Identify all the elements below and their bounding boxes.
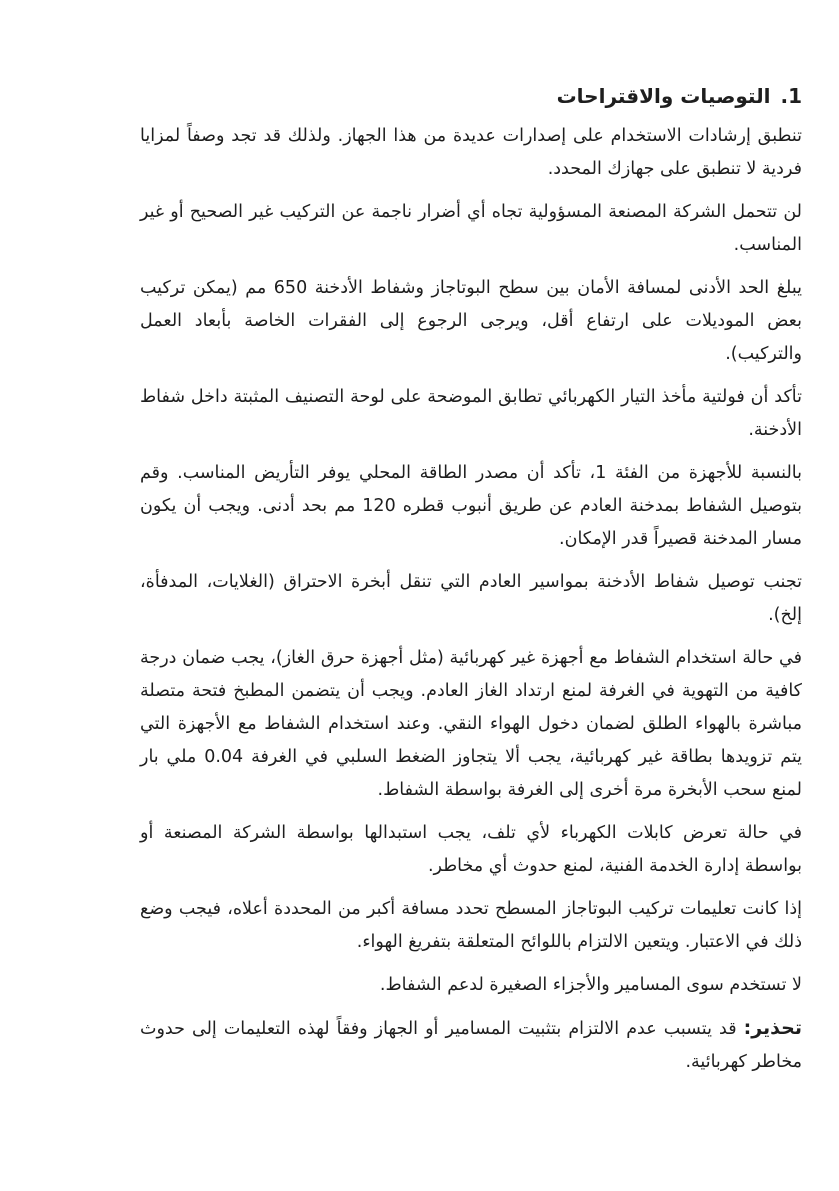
warning-label: تحذير: (743, 1017, 802, 1039)
paragraph-safety-distance: يبلغ الحد الأدنى لمسافة الأمان بين سطح البوتاجاز وشفاط الأدخنة 650 مم (يمكن تركيب بعض الموديلات على ارتفاع أقل، ويرجى الرجوع إلى الفقرات الخاصة بأبعاد العمل والتركيب). (140, 278, 802, 364)
warning-paragraph (140, 1012, 802, 1079)
warning-text: قد يتسبب عدم الالتزام بتثبيت المسامير أو الجهاز وفقاً لهذه التعليمات إلى حدوث مخاطر كهربائية. (140, 1019, 802, 1072)
paragraph-ventilation: في حالة استخدام الشفاط مع أجهزة غير كهربائية (مثل أجهزة حرق الغاز)، يجب ضمان درجة كافية من التهوية في الغرفة لمنع ارتداد الغاز العادم. ويجب أن يتضمن المطبخ فتحة متصلة مباشرة بالهواء الطلق لضمان دخول الهواء النقي. وعند استخدام الشفاط مع الأجهزة التي يتم تزويدها بطاقة غير كهربائية، يجب ألا يتجاوز الضغط السلبي في الغرفة 0.04 ملي بار لمنع سحب الأبخرة مرة أخرى إلى الغرفة بواسطة الشفاط. (140, 648, 802, 800)
section-title: التوصيات والاقتراحات (556, 84, 771, 108)
paragraph-voltage: تأكد أن فولتية مأخذ التيار الكهربائي تطابق الموضحة على لوحة التصنيف المثبتة داخل شفاط الأدخنة. (140, 387, 802, 440)
paragraph-exhaust-pipes: تجنب توصيل شفاط الأدخنة بمواسير العادم التي تنقل أبخرة الاحتراق (الغلايات، المدفأة، إلخ). (140, 572, 802, 625)
paragraph-grounding: بالنسبة للأجهزة من الفئة 1، تأكد أن مصدر الطاقة المحلي يوفر التأريض المناسب. وقم بتوصيل الشفاط بمدخنة العادم عن طريق أنبوب قطره 120 مم بحد أدنى. ويجب أن يكون مسار المدخنة قصيراً قدر الإمكان. (140, 463, 802, 549)
paragraph-cables: في حالة تعرض كابلات الكهرباء لأي تلف، يجب استبدالها بواسطة الشركة المصنعة أو بواسطة إدارة الخدمة الفنية، لمنع حدوث أي مخاطر. (140, 823, 802, 876)
document-page (140, 78, 802, 1089)
paragraph-liability: لن تتحمل الشركة المصنعة المسؤولية تجاه أي أضرار ناجمة عن التركيب غير الصحيح أو غير المناسب. (140, 202, 802, 255)
paragraph-hob-distance: إذا كانت تعليمات تركيب البوتاجاز المسطح تحدد مسافة أكبر من المحددة أعلاه، فيجب وضع ذلك في الاعتبار. ويتعين الالتزام باللوائح المتعلقة بتفريغ الهواء. (140, 899, 802, 952)
section-number: 1. (780, 84, 802, 108)
paragraph-screws: لا تستخدم سوى المسامير والأجزاء الصغيرة لدعم الشفاط. (379, 975, 802, 995)
section-heading (140, 78, 802, 114)
paragraph-versions: تنطبق إرشادات الاستخدام على إصدارات عديدة من هذا الجهاز. ولذلك قد تجد وصفاً لمزايا فردية لا تنطبق على جهازك المحدد. (140, 126, 802, 179)
